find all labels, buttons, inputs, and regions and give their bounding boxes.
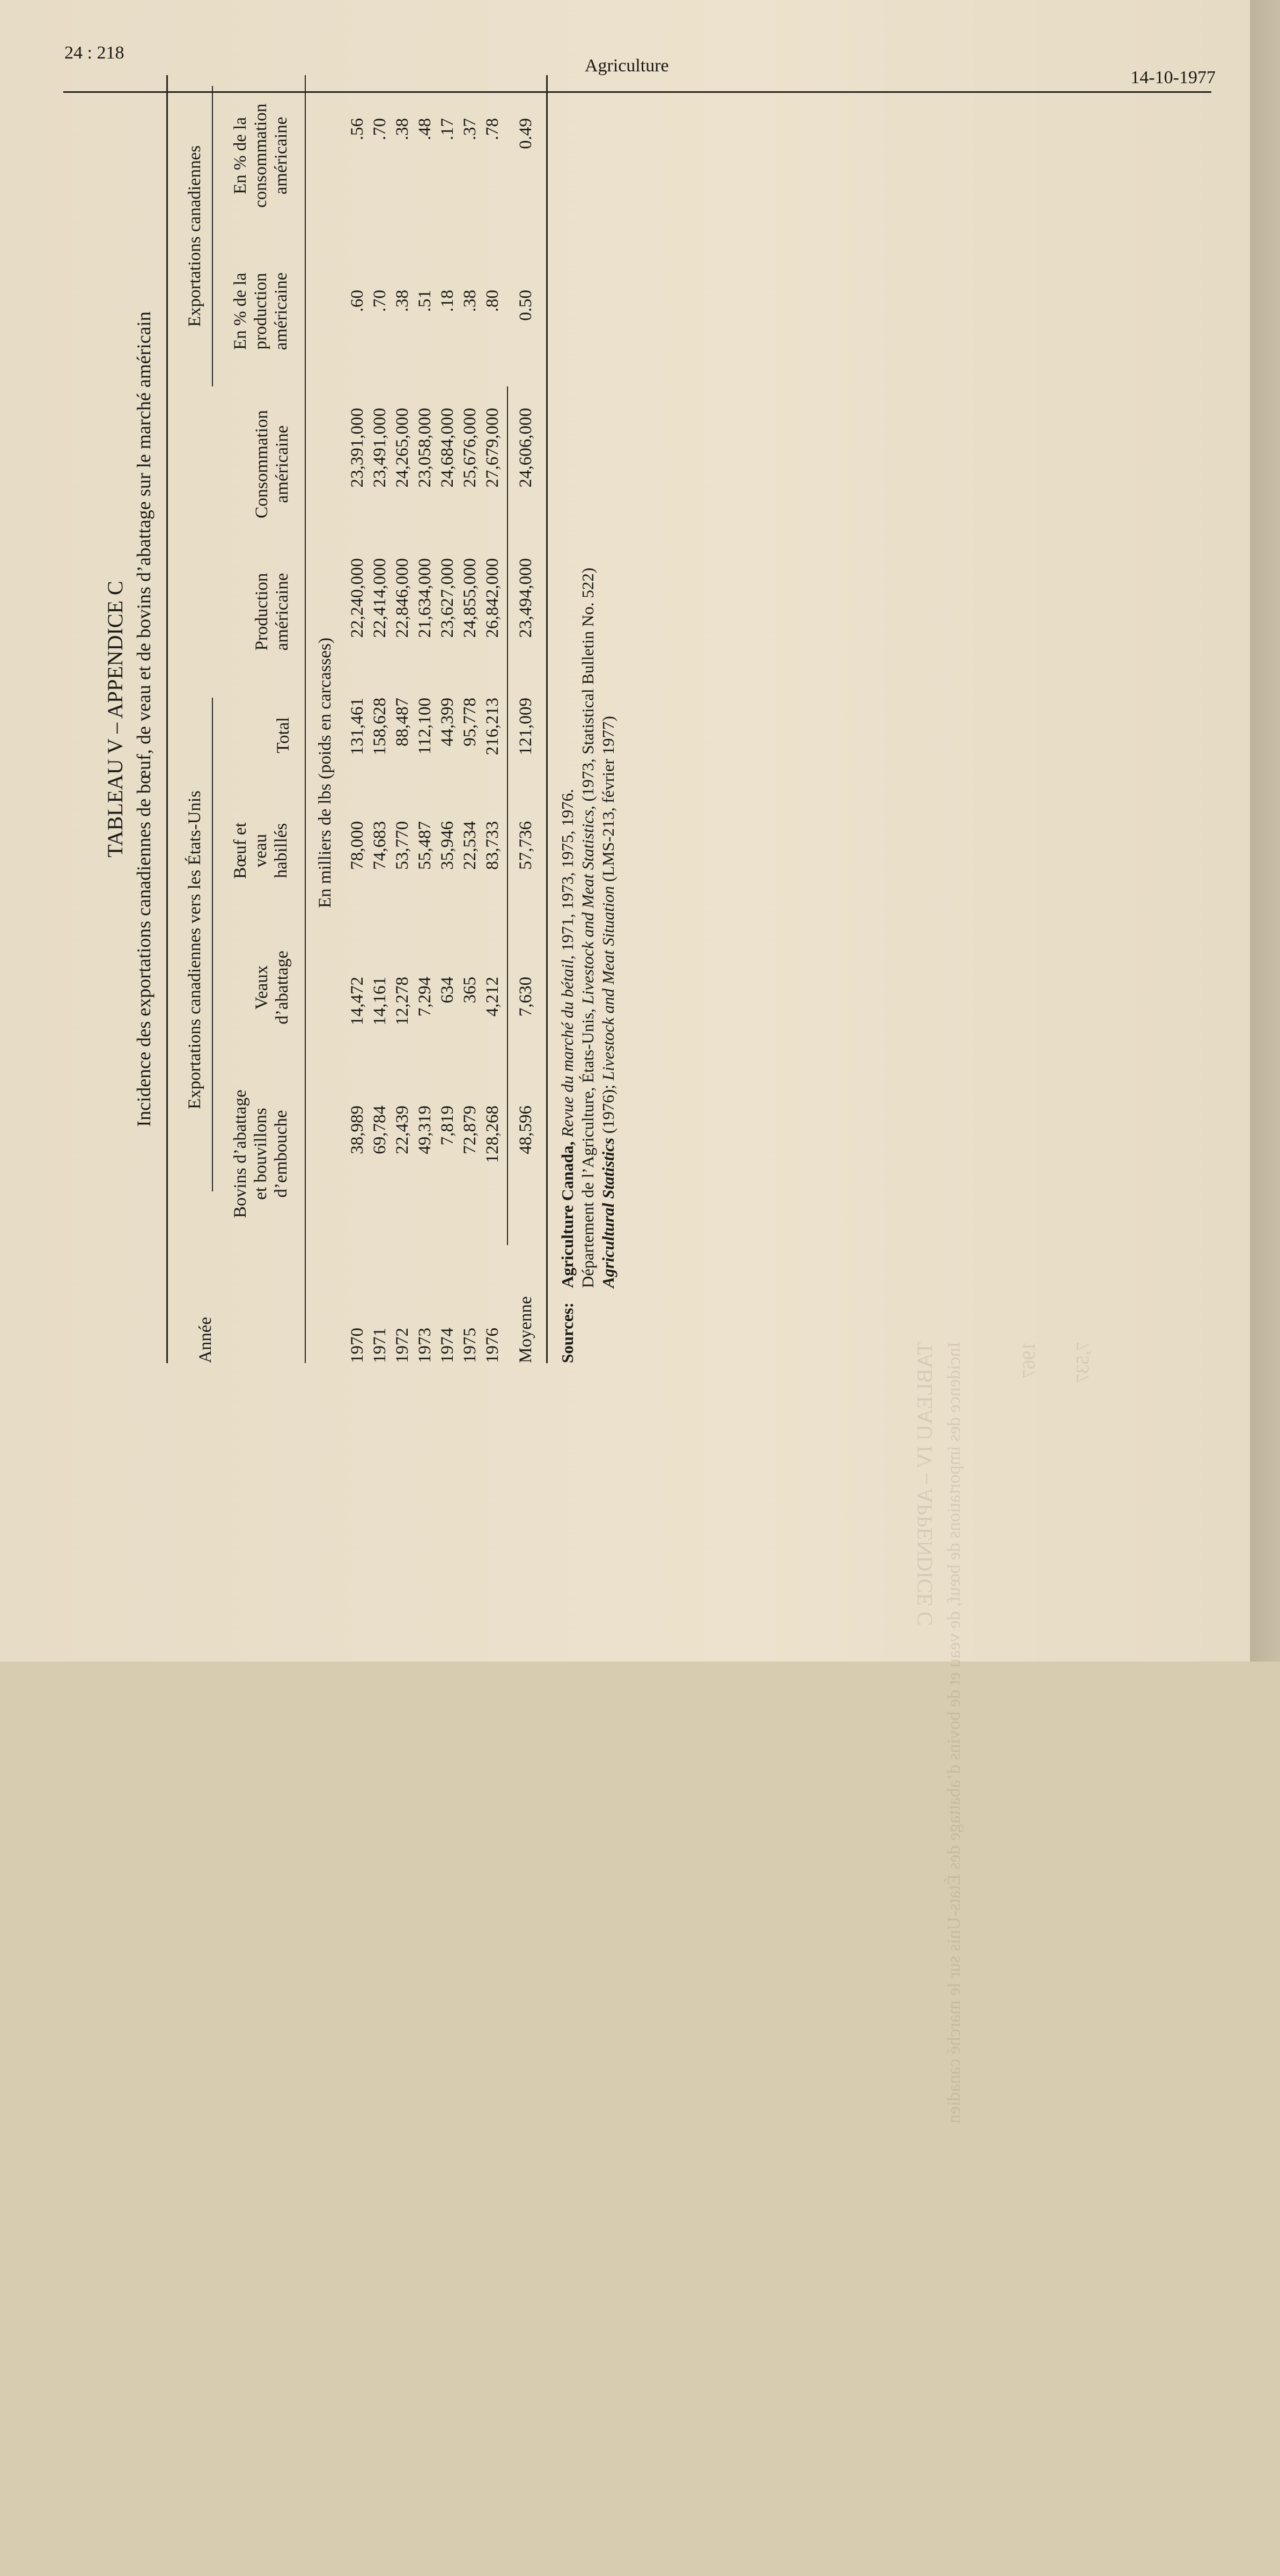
- cell-pct-production: .51: [415, 290, 435, 312]
- cell-cattle: 38,989: [348, 1106, 367, 1154]
- group-rule-us-exports: [212, 698, 213, 1191]
- average-pct-production: 0.50: [516, 290, 535, 321]
- source-1a: Agriculture Canada,: [558, 1141, 577, 1288]
- header-consumption-line1: Consommation: [252, 410, 271, 518]
- header-cattle-line2: et bouvillons: [251, 1108, 270, 1200]
- cell-pct-production: .70: [370, 290, 389, 312]
- sources-label-text: Sources:: [558, 1302, 577, 1363]
- header-beef-line3: habillés: [271, 823, 291, 879]
- source-3c: Livestock and Meat Situation: [599, 885, 617, 1081]
- cell-production: 23,627,000: [438, 558, 457, 638]
- cell-year: 1971: [370, 1328, 389, 1363]
- average-calves: 7,630: [516, 977, 535, 1017]
- cell-production: 26,842,000: [483, 558, 502, 638]
- cell-beef: 22,534: [460, 821, 480, 870]
- source-2b: Livestock and Meat Statistics,: [578, 806, 597, 1005]
- header-pct-production-line3: américaine: [271, 272, 291, 350]
- cell-cattle: 49,319: [415, 1106, 435, 1154]
- cell-cattle: 7,819: [438, 1106, 457, 1146]
- cell-cattle: 22,439: [393, 1106, 412, 1154]
- cell-pct-consumption: .48: [415, 118, 435, 141]
- header-cattle-line3: d’embouche: [271, 1110, 291, 1198]
- page-number: 24 : 218: [64, 43, 124, 63]
- cell-pct-production: .18: [438, 290, 457, 312]
- header-date: 14-10-1977: [1130, 68, 1216, 87]
- header-pct-production-line1: En % de la: [231, 273, 250, 350]
- header-pct-production: [231, 236, 292, 386]
- cell-beef: 83,733: [483, 821, 502, 870]
- cell-consumption: 27,679,000: [483, 408, 502, 488]
- header-pct-consumption-line2: consommation: [251, 103, 270, 208]
- cell-consumption: 23,391,000: [348, 408, 367, 488]
- cell-year: 1974: [438, 1328, 457, 1363]
- show-through-title: TABLEAU IV – APPENDICE C: [913, 1342, 937, 1626]
- cell-production: 24,855,000: [460, 558, 480, 638]
- header-cattle-line1: Bovins d’abattage: [231, 1089, 250, 1218]
- cell-consumption: 25,676,000: [460, 408, 480, 488]
- average-beef: 57,736: [516, 821, 535, 870]
- cell-pct-consumption: .37: [460, 118, 480, 141]
- header-beef-line2: veau: [251, 833, 270, 868]
- header-production: [252, 542, 293, 682]
- rotated-table: [97, 75, 901, 1363]
- cell-year: 1976: [483, 1328, 502, 1363]
- cell-pct-consumption: .38: [393, 118, 412, 141]
- cell-cattle: 69,784: [370, 1106, 389, 1154]
- cell-pct-production: .80: [483, 290, 502, 312]
- cell-year: 1970: [348, 1328, 367, 1363]
- cell-beef: 53,770: [393, 821, 412, 870]
- cell-beef: 78,000: [348, 821, 367, 870]
- average-production: 23,494,000: [516, 558, 535, 638]
- cell-consumption: 23,491,000: [370, 408, 389, 488]
- group-rule-can-exports: [212, 86, 213, 386]
- cell-calves: 7,294: [415, 977, 435, 1017]
- header-pct-consumption-line1: En % de la: [231, 117, 250, 194]
- cell-pct-consumption: .17: [438, 118, 457, 141]
- table-subtitle: Incidence des exportations canadiennes de bœuf, de veau et de bovins d’abattage sur le marché américain: [133, 311, 155, 1127]
- cell-production: 21,634,000: [415, 558, 435, 638]
- header-year: Année: [196, 1316, 215, 1363]
- source-3a: Agricultural Statistics: [599, 1138, 617, 1288]
- cell-consumption: 24,684,000: [438, 408, 457, 488]
- sources-line-2: [578, 568, 598, 1288]
- source-1b: Revue du marché du bétail,: [558, 955, 577, 1137]
- cell-beef: 74,683: [370, 821, 389, 870]
- show-through-subtitle: Incidence des importations de bœuf, de veau et de bovins d’abattage des États-Unis sur le marché canadien: [944, 1342, 964, 2124]
- cell-total: 112,100: [415, 698, 435, 755]
- cell-total: 158,628: [370, 698, 389, 756]
- cell-beef: 55,487: [415, 821, 435, 870]
- source-2c: (1973, Statistical Bulletin No. 522): [578, 567, 597, 802]
- cell-calves: 12,278: [393, 977, 412, 1026]
- source-3b: (1976);: [599, 1085, 617, 1134]
- average-consumption: 24,606,000: [516, 408, 535, 488]
- cell-total: 131,461: [348, 698, 367, 756]
- cell-production: 22,240,000: [348, 558, 367, 638]
- average-pct-consumption: 0.49: [516, 118, 535, 149]
- header-production-line2: américaine: [272, 573, 292, 651]
- cell-pct-production: .38: [460, 290, 480, 312]
- cell-consumption: 24,265,000: [393, 408, 412, 488]
- cell-total: 95,778: [460, 698, 480, 747]
- cell-total: 216,213: [483, 698, 502, 756]
- sum-rule: [507, 386, 508, 1245]
- header-pct-consumption-line3: américaine: [271, 116, 291, 195]
- source-1c: 1971, 1973, 1975, 1976.: [558, 789, 577, 952]
- header-cattle: [231, 1063, 292, 1245]
- table-bottom-rule: [546, 75, 548, 1363]
- cell-pct-production: .38: [393, 290, 412, 312]
- header-calves: [252, 912, 293, 1063]
- cell-total: 88,487: [393, 698, 412, 747]
- source-2a: Département de l’Agriculture, États-Unis,: [578, 1008, 597, 1288]
- header-pct-consumption: [231, 75, 292, 236]
- header-bottom-rule: [305, 75, 306, 1363]
- group-header-can-exports: Exportations canadiennes: [185, 145, 204, 327]
- sources-line-1: [558, 789, 577, 1288]
- cell-cattle: 72,879: [460, 1106, 480, 1154]
- cell-year: 1975: [460, 1328, 480, 1363]
- cell-calves: 365: [460, 977, 480, 1004]
- cell-calves: 14,161: [370, 977, 389, 1026]
- average-cattle: 48,596: [516, 1106, 535, 1154]
- cell-production: 22,414,000: [370, 558, 389, 638]
- cell-cattle: 128,268: [483, 1106, 502, 1163]
- average-total: 121,009: [516, 698, 535, 756]
- cell-consumption: 23,058,000: [415, 408, 435, 488]
- header-total: Total: [274, 717, 293, 753]
- cell-production: 22,846,000: [393, 558, 412, 638]
- cell-pct-consumption: .56: [348, 118, 367, 141]
- unit-note: En milliers de lbs (poids en carcasses): [315, 637, 335, 909]
- cell-pct-consumption: .70: [370, 118, 389, 141]
- show-through-value: 7,537: [1073, 1342, 1093, 1383]
- table-top-rule: [166, 75, 168, 1363]
- sources-line-3: [599, 716, 618, 1288]
- cell-pct-production: .60: [348, 290, 367, 312]
- cell-total: 44,399: [438, 698, 457, 747]
- cell-calves: 14,472: [348, 977, 367, 1026]
- table-title: TABLEAU V – APPENDICE C: [103, 581, 127, 858]
- header-consumption-line2: américaine: [272, 425, 292, 503]
- header-calves-line2: d’abattage: [272, 950, 292, 1024]
- header-calves-line1: Veaux: [252, 965, 271, 1010]
- cell-calves: 634: [438, 977, 457, 1004]
- cell-calves: 4,212: [483, 977, 502, 1017]
- header-pct-production-line2: production: [251, 273, 270, 350]
- show-through-year: 1967: [1019, 1342, 1039, 1378]
- section-title: Agriculture: [585, 56, 669, 76]
- average-label: Moyenne: [516, 1296, 535, 1363]
- cell-pct-consumption: .78: [483, 118, 502, 141]
- cell-year: 1972: [393, 1328, 412, 1363]
- header-beef-line1: Bœuf et: [231, 822, 250, 879]
- sources-label: [558, 1302, 577, 1363]
- source-3d: (LMS-213, février 1977): [599, 716, 617, 882]
- show-through-layer: [912, 1342, 1280, 2576]
- header-production-line1: Production: [252, 573, 271, 651]
- group-header-us-exports: Exportations canadiennes vers les États-Unis: [185, 791, 204, 1109]
- header-consumption: [252, 386, 293, 542]
- cell-year: 1973: [415, 1328, 435, 1363]
- header-beef: [231, 789, 292, 912]
- cell-beef: 35,946: [438, 821, 457, 870]
